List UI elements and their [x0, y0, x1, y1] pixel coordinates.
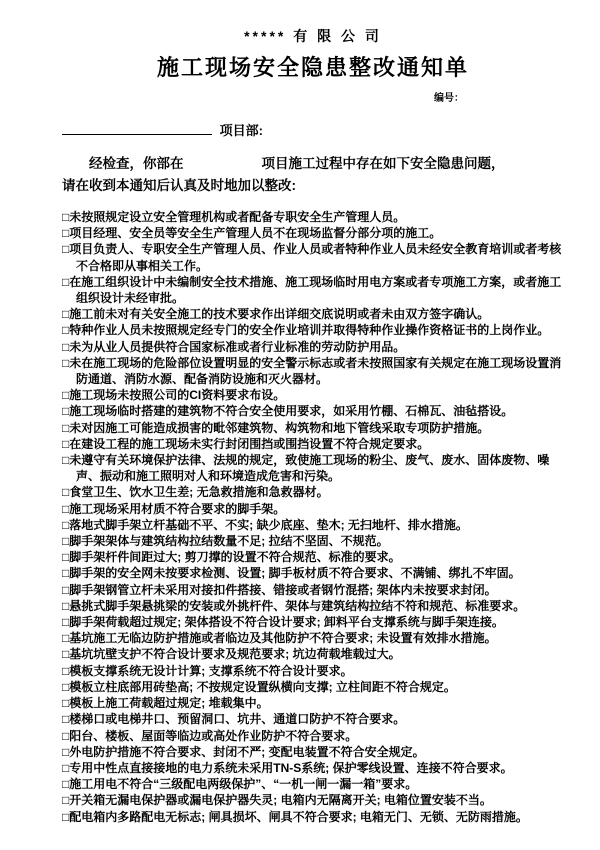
checklist-item	[62, 387, 564, 403]
checklist-item-text: 未对因施工可能造成损害的毗邻建筑物、构筑物和地下管线采取专项防护措施。	[69, 420, 490, 435]
checklist-item	[62, 452, 564, 484]
document-number-row	[62, 89, 564, 104]
checkbox-icon[interactable]: □	[62, 744, 70, 759]
checkbox-icon[interactable]: □	[62, 615, 70, 630]
recipient-label: 项目部:	[219, 123, 263, 138]
checklist-item	[62, 501, 564, 517]
checklist-item	[62, 225, 564, 241]
intro-text-part2: 项目施工过程中存在如下安全隐患问题，	[261, 156, 505, 171]
checklist-item	[62, 776, 564, 792]
checkbox-icon[interactable]: □	[62, 517, 70, 532]
project-name-inline-blank[interactable]	[184, 156, 262, 168]
checklist-item	[62, 582, 564, 598]
checklist-item-text: 脚手架杆件间距过大; 剪刀撑的设置不符合规范、标准的要求。	[69, 550, 401, 565]
checklist-item-text: 基坑施工无临边防护措施或者临边及其他防护不符合要求; 未设置有效排水措施。	[69, 631, 497, 646]
checklist-item-text: 未遵守有关环境保护法律、法规的规定，致使施工现场的粉尘、废气、废水、固体废物、噪声、振动和施工照明对人和环境造成危害和污染。	[69, 453, 550, 484]
checklist-item	[62, 809, 564, 825]
recipient-row	[62, 120, 564, 139]
checkbox-icon[interactable]: □	[62, 696, 70, 711]
document-title: 施工现场安全隐患整改通知单	[156, 55, 469, 80]
checklist-item-text: 施工前未对有关安全施工的技术要求作出详细交底说明或者未由双方签字确认。	[69, 307, 490, 322]
checklist-item	[62, 711, 564, 727]
checkbox-icon[interactable]: □	[62, 501, 70, 516]
checkbox-icon[interactable]: □	[62, 420, 70, 435]
checklist-item	[62, 274, 564, 306]
checklist-item	[62, 744, 564, 760]
checkbox-icon[interactable]: □	[62, 809, 70, 824]
checkbox-icon[interactable]: □	[62, 210, 70, 224]
checklist-item	[62, 517, 564, 533]
checklist-item-text: 外电防护措施不符合要求、封闭不严; 变配电装置不符合安全规定。	[69, 744, 425, 759]
checklist-item	[62, 209, 564, 225]
checkbox-icon[interactable]: □	[62, 355, 70, 370]
checkbox-icon[interactable]: □	[62, 566, 70, 581]
checklist-item	[62, 436, 564, 452]
checklist-item-text: 模板上施工荷载超过规定; 堆载集中。	[69, 696, 269, 711]
checklist-item-text: 开关箱无漏电保护器或漏电保护器失灵; 电箱内无隔离开关; 电箱位置安装不当。	[69, 793, 492, 808]
checkbox-icon[interactable]: □	[62, 679, 70, 694]
checklist-item-text: 施工现场临时搭建的建筑物不符合安全使用要求，如采用竹棚、石棉瓦、油毡搭设。	[69, 404, 514, 419]
checklist-item-text: 专用中性点直接接地的电力系统未采用TN-S系统; 保护零线设置、连接不符合要求。	[69, 760, 513, 775]
checkbox-icon[interactable]: □	[62, 485, 70, 500]
checkbox-icon[interactable]: □	[62, 793, 70, 808]
checklist-item-text: 未按照规定设立安全管理机构或者配备专职安全生产管理人员。	[69, 210, 406, 224]
checkbox-icon[interactable]: □	[62, 226, 70, 241]
checklist-item	[62, 533, 564, 549]
checklist-item	[62, 241, 564, 273]
checkbox-icon[interactable]: □	[62, 760, 70, 775]
checklist-item	[62, 646, 564, 662]
checklist-item	[62, 549, 564, 565]
checklist-item-text: 脚手架的安全网未按要求检测、设置; 脚手板材质不符合要求、不满铺、绑扎不牢固。	[69, 566, 521, 581]
checklist-item-text: 悬挑式脚手架悬挑梁的安装或外挑杆件、架体与建筑结构拉结不符和规范、标准要求。	[69, 598, 526, 613]
checklist-item-text: 落地式脚手架立杆基础不平、不实; 缺少底座、垫木; 无扫地杆、排水措施。	[69, 517, 468, 532]
checkbox-icon[interactable]: □	[62, 631, 70, 646]
checkbox-icon[interactable]: □	[62, 436, 70, 451]
checklist-item	[62, 339, 564, 355]
checklist-item	[62, 598, 564, 614]
checkbox-icon[interactable]: □	[62, 534, 70, 549]
checkbox-icon[interactable]: □	[62, 663, 70, 678]
checkbox-icon[interactable]: □	[62, 274, 70, 289]
checkbox-icon[interactable]: □	[62, 323, 70, 338]
project-name-blank-field[interactable]	[62, 120, 212, 135]
checklist-item	[62, 565, 564, 581]
checklist-item	[62, 760, 564, 776]
checklist-item-text: 模板支撑系统无设计计算; 支撑系统不符合设计要求。	[69, 663, 353, 678]
checkbox-icon[interactable]: □	[62, 242, 70, 257]
checklist-item-text: 模板立柱底部用砖垫高; 不按规定设置纵横向支撑; 立柱间距不符合规定。	[69, 679, 456, 694]
checklist-item	[62, 484, 564, 500]
checklist-item-text: 在施工组织设计中未编制安全技术措施、施工现场临时用电方案或者专项施工方案，或者施工组织设计未经审批。	[69, 274, 562, 306]
checkbox-icon[interactable]: □	[62, 404, 70, 419]
checklist-item-text: 脚手架架体与建筑结构拉结数量不足; 拉结不坚固、不规范。	[69, 534, 389, 549]
checklist-item	[62, 695, 564, 711]
checklist-item-text: 施工用电不符合“三级配电两级保护”、“一机一闸一漏一箱”要求。	[69, 777, 418, 792]
checklist-item-text: 食堂卫生、饮水卫生差; 无急救措施和急救器材。	[69, 485, 329, 500]
checklist-item	[62, 728, 564, 744]
checklist-item-text: 项目负责人、专职安全生产管理人员、作业人员或者特种作业人员未经安全教育培训或者考核不合格即从事相关工作。	[69, 242, 562, 273]
intro-text-part1: 经检查，你部在	[89, 156, 184, 171]
checklist-item	[62, 792, 564, 808]
checklist-item	[62, 355, 564, 387]
checkbox-icon[interactable]: □	[62, 550, 70, 565]
checkbox-icon[interactable]: □	[62, 647, 70, 662]
checklist-item-text: 阳台、楼板、屋面等临边或高处作业防护不符合要求。	[69, 728, 358, 743]
checklist-item	[62, 663, 564, 679]
checklist-item-text: 施工现场采用材质不符合要求的脚手架。	[69, 501, 286, 516]
checklist-item-text: 在建设工程的施工现场未实行封闭围挡或围挡设置不符合规定要求。	[69, 436, 430, 451]
checklist-item	[62, 420, 564, 436]
intro-text-part3: 请在收到本通知后认真及时地加以整改:	[62, 178, 296, 193]
checklist-item	[62, 403, 564, 419]
checklist-item	[62, 614, 564, 630]
intro-paragraph	[62, 153, 564, 197]
checkbox-icon[interactable]: □	[62, 777, 70, 792]
checklist-item	[62, 322, 564, 338]
checkbox-icon[interactable]: □	[62, 307, 70, 322]
hazard-checklist	[62, 209, 564, 825]
number-label: 编号：	[434, 93, 464, 104]
checklist-item-text: 项目经理、安全员等安全生产管理人员不在现场监督分部分项的施工。	[69, 226, 442, 241]
company-name: ***** 有 限 公 司	[244, 28, 382, 44]
checklist-item-text: 施工现场未按照公司的CI资料要求布设。	[69, 388, 286, 403]
checklist-item-text: 未在施工现场的危险部位设置明显的安全警示标志或者未按照国家有关规定在施工现场设置消防通道、消防水源、配备消防设施和灭火器材。	[69, 355, 562, 387]
checkbox-icon[interactable]: □	[62, 582, 70, 597]
checkbox-icon[interactable]: □	[62, 339, 70, 354]
checkbox-icon[interactable]: □	[62, 712, 70, 727]
checklist-item-text: 配电箱内多路配电无标志; 闸具损坏、闸具不符合要求; 电箱无门、无锁、无防雨措施。	[69, 809, 528, 824]
checklist-item-text: 基坑坑壁支护不符合设计要求及规范要求; 坑边荷载堆载过大。	[69, 647, 401, 662]
checklist-item-text: 楼梯口或电梯井口、预留洞口、坑井、通道口防护不符合要求。	[69, 712, 406, 727]
checkbox-icon[interactable]: □	[62, 598, 70, 613]
checklist-item-text: 脚手架荷载超过规定; 架体搭设不符合设计要求; 卸料平台支撑系统与脚手架连接。	[69, 615, 504, 630]
checklist-item-text: 特种作业人员未按照规定经专门的安全作业培训并取得特种作业操作资格证书的上岗作业。	[69, 323, 550, 338]
checklist-item	[62, 630, 564, 646]
checklist-item-text: 未为从业人员提供符合国家标准或者行业标准的劳动防护用品。	[69, 339, 406, 354]
checkbox-icon[interactable]: □	[62, 728, 70, 743]
checkbox-icon[interactable]: □	[62, 453, 70, 468]
checklist-item-text: 脚手架钢管立杆未采用对接扣件搭接、错接或者钢竹混搭; 架体内未按要求封闭。	[69, 582, 497, 597]
checklist-item	[62, 306, 564, 322]
checklist-item	[62, 679, 564, 695]
checkbox-icon[interactable]: □	[62, 388, 70, 403]
